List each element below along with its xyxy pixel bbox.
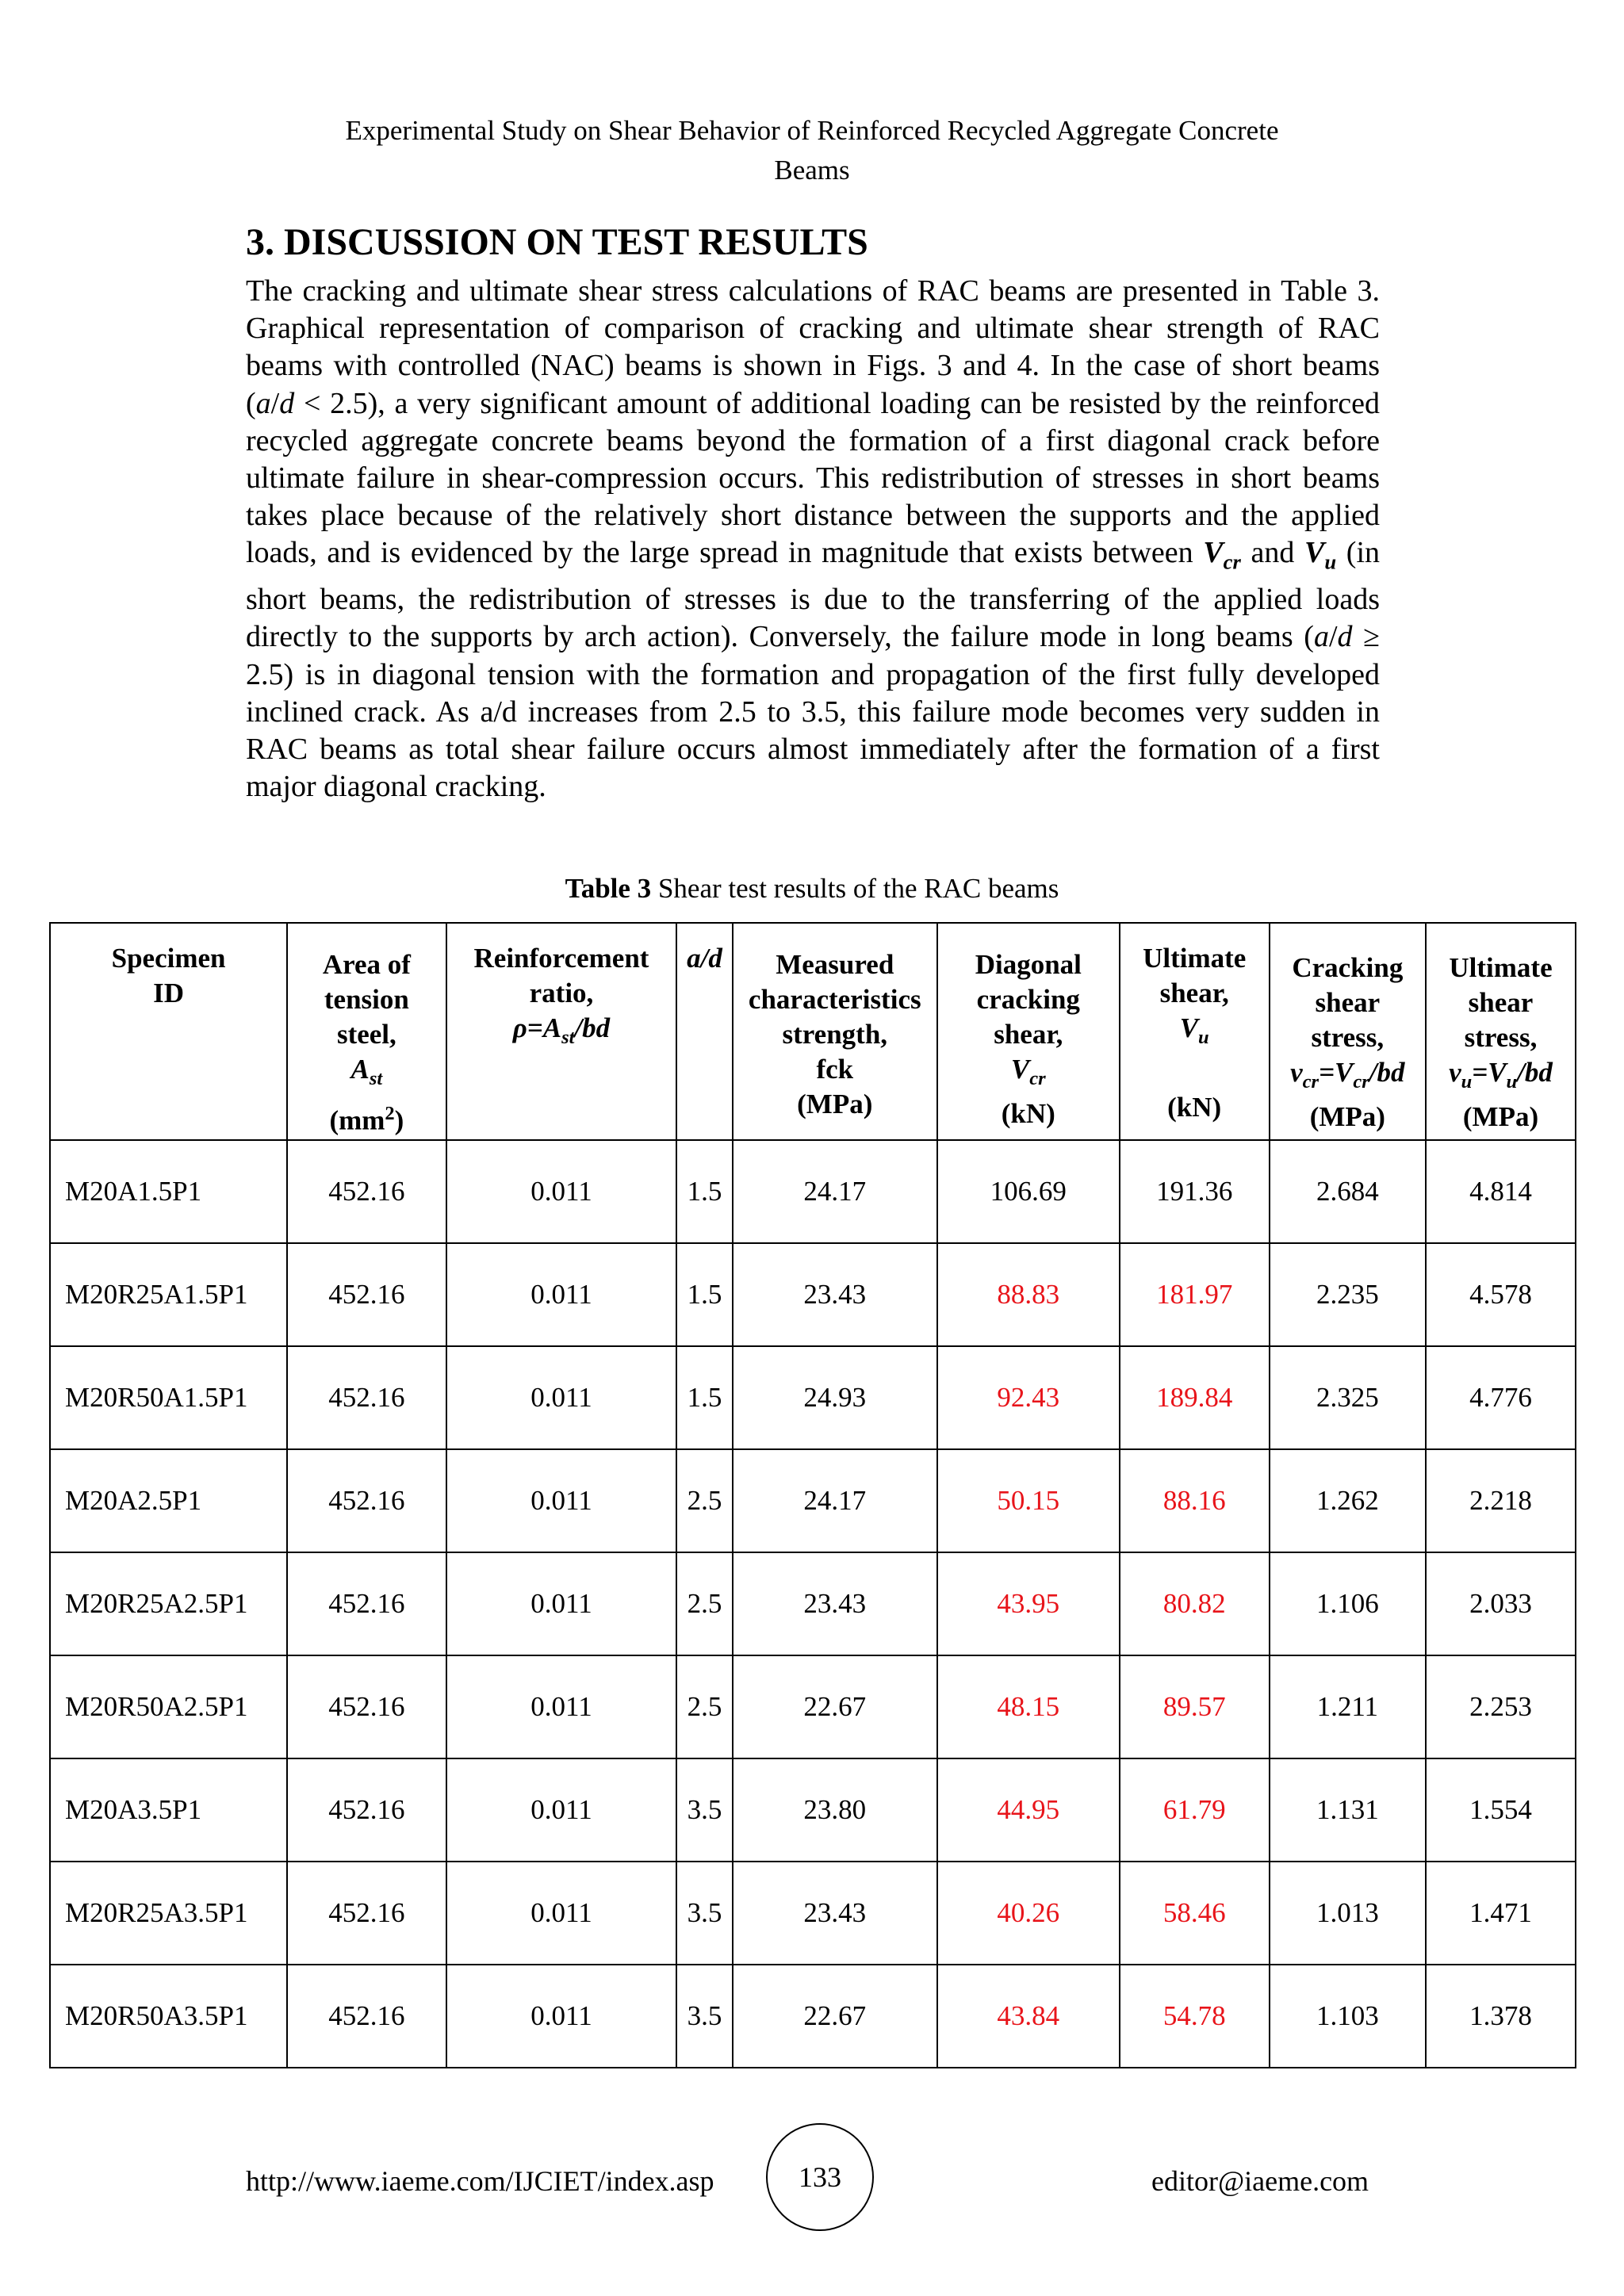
reinforcement-ratio-cell: 0.011 bbox=[446, 1965, 677, 2068]
header-ultimate-shear: Ultimate shear, $V_u$ (kN) bbox=[1120, 923, 1270, 1140]
table-caption bbox=[0, 869, 1624, 909]
specimen-id-cell: M20R50A2.5P1 bbox=[50, 1655, 287, 1758]
specimen-id-cell: M20R50A1.5P1 bbox=[50, 1346, 287, 1449]
fck-cell: 23.43 bbox=[733, 1552, 937, 1655]
header-a-d: a/d bbox=[676, 923, 732, 1140]
cracking-shear-cell: 43.95 bbox=[937, 1552, 1120, 1655]
area-steel-cell: 452.16 bbox=[287, 1243, 446, 1346]
fck-cell: 23.43 bbox=[733, 1243, 937, 1346]
table-header-row bbox=[50, 923, 1576, 1140]
footer-url: http://www.iaeme.com/IJCIET/index.asp bbox=[246, 2165, 714, 2197]
ultimate-shear-cell: 181.97 bbox=[1120, 1243, 1270, 1346]
area-steel-cell: 452.16 bbox=[287, 1552, 446, 1655]
ultimate-stress-cell: 2.253 bbox=[1426, 1655, 1576, 1758]
ultimate-shear-cell: 61.79 bbox=[1120, 1758, 1270, 1862]
table-row bbox=[50, 1862, 1576, 1965]
a-d-ratio-cell: 2.5 bbox=[676, 1449, 732, 1552]
ultimate-stress-cell: 4.776 bbox=[1426, 1346, 1576, 1449]
specimen-id-cell: M20A3.5P1 bbox=[50, 1758, 287, 1862]
area-steel-cell: 452.16 bbox=[287, 1862, 446, 1965]
a-d-ratio-cell: 3.5 bbox=[676, 1862, 732, 1965]
running-head bbox=[0, 111, 1624, 190]
reinforcement-ratio-cell: 0.011 bbox=[446, 1346, 677, 1449]
area-steel-cell: 452.16 bbox=[287, 1965, 446, 2068]
a-d-ratio-cell: 3.5 bbox=[676, 1965, 732, 2068]
table-row bbox=[50, 1655, 1576, 1758]
ad-symbol-slash: / bbox=[1328, 620, 1338, 654]
cracking-shear-cell: 48.15 bbox=[937, 1655, 1120, 1758]
cracking-shear-cell: 106.69 bbox=[937, 1140, 1120, 1243]
a-d-ratio-cell: 1.5 bbox=[676, 1346, 732, 1449]
body-paragraph bbox=[246, 273, 1380, 806]
vcr-symbol: V bbox=[1203, 536, 1224, 570]
ultimate-shear-cell: 54.78 bbox=[1120, 1965, 1270, 2068]
cracking-stress-cell: 1.131 bbox=[1270, 1758, 1426, 1862]
ultimate-stress-cell: 4.814 bbox=[1426, 1140, 1576, 1243]
vcr-subscript: cr bbox=[1223, 550, 1241, 575]
page-number: 133 bbox=[766, 2123, 874, 2231]
ad-symbol-slash: / bbox=[270, 386, 280, 420]
cracking-shear-cell: 43.84 bbox=[937, 1965, 1120, 2068]
header-area-of-tension-steel: Area of tension steel, $A_{st}$ $(mm^2)$ bbox=[287, 923, 446, 1140]
cracking-stress-cell: 1.013 bbox=[1270, 1862, 1426, 1965]
fck-cell: 24.93 bbox=[733, 1346, 937, 1449]
area-steel-cell: 452.16 bbox=[287, 1346, 446, 1449]
ad-symbol-d: d bbox=[279, 386, 295, 420]
table-row bbox=[50, 1552, 1576, 1655]
paragraph-text: and bbox=[1240, 536, 1304, 570]
specimen-id-cell: M20R25A2.5P1 bbox=[50, 1552, 287, 1655]
paragraph-text: < 2.5), a very significant amount of additional loading can be resisted by the reinforced recycled aggregate concrete beams beyond the formation of a first diagonal crack before ultimate failure in shear-compression occurs. This redistribution of stresses in short beams takes place because of the relatively short distance between the supports and the applied loads, and is evidenced by the large spread in magnitude that exists between bbox=[246, 386, 1380, 570]
a-d-ratio-cell: 3.5 bbox=[676, 1758, 732, 1862]
cracking-stress-cell: 1.211 bbox=[1270, 1655, 1426, 1758]
running-head-line-1: Experimental Study on Shear Behavior of Reinforced Recycled Aggregate Concrete bbox=[345, 115, 1279, 146]
header-reinforcement-ratio: Reinforcement ratio, $\rho=A_{st}/bd$ bbox=[446, 923, 677, 1140]
ultimate-shear-cell: 58.46 bbox=[1120, 1862, 1270, 1965]
cracking-shear-cell: 50.15 bbox=[937, 1449, 1120, 1552]
table-body bbox=[50, 1140, 1576, 2068]
ultimate-stress-cell: 2.218 bbox=[1426, 1449, 1576, 1552]
ultimate-stress-cell: 1.378 bbox=[1426, 1965, 1576, 2068]
specimen-id-cell: M20R25A1.5P1 bbox=[50, 1243, 287, 1346]
specimen-id-cell: M20A1.5P1 bbox=[50, 1140, 287, 1243]
running-head-line-2: Beams bbox=[774, 155, 850, 186]
table-row bbox=[50, 1346, 1576, 1449]
header-cracking-shear-stress: Cracking shear stress, $v_{cr}=V_{cr}/bd$ (MPa) bbox=[1270, 923, 1426, 1140]
fck-cell: 23.80 bbox=[733, 1758, 937, 1862]
footer-email: editor@iaeme.com bbox=[1151, 2165, 1369, 2197]
ultimate-stress-cell: 1.471 bbox=[1426, 1862, 1576, 1965]
area-steel-cell: 452.16 bbox=[287, 1449, 446, 1552]
ad-symbol-d: d bbox=[1337, 620, 1353, 654]
table-row bbox=[50, 1243, 1576, 1346]
fck-cell: 22.67 bbox=[733, 1965, 937, 2068]
table-row bbox=[50, 1758, 1576, 1862]
header-ultimate-shear-stress: Ultimate shear stress, $v_u=V_u/bd$ (MPa) bbox=[1426, 923, 1576, 1140]
reinforcement-ratio-cell: 0.011 bbox=[446, 1862, 677, 1965]
ultimate-stress-cell: 4.578 bbox=[1426, 1243, 1576, 1346]
table-caption-label: Table 3 bbox=[565, 873, 652, 904]
specimen-id-cell: M20A2.5P1 bbox=[50, 1449, 287, 1552]
ultimate-shear-cell: 191.36 bbox=[1120, 1140, 1270, 1243]
paragraph-text: The cracking and ultimate shear stress calculations of RAC beams are presented in Table 3. Graphical representation of comparison of cracking and ultimate shear strength of RAC beams with controlled (NAC) beams is shown in Figs. 3 and 4. In the case of short beams ( bbox=[246, 274, 1380, 420]
a-d-ratio-cell: 1.5 bbox=[676, 1140, 732, 1243]
area-steel-cell: 452.16 bbox=[287, 1655, 446, 1758]
table-row bbox=[50, 1965, 1576, 2068]
vu-subscript: u bbox=[1324, 550, 1337, 575]
table-caption-text: Shear test results of the RAC beams bbox=[651, 873, 1059, 904]
cracking-stress-cell: 1.262 bbox=[1270, 1449, 1426, 1552]
cracking-shear-cell: 92.43 bbox=[937, 1346, 1120, 1449]
area-steel-cell: 452.16 bbox=[287, 1758, 446, 1862]
ultimate-stress-cell: 2.033 bbox=[1426, 1552, 1576, 1655]
ultimate-shear-cell: 189.84 bbox=[1120, 1346, 1270, 1449]
reinforcement-ratio-cell: 0.011 bbox=[446, 1140, 677, 1243]
header-specimen-id: Specimen ID bbox=[50, 923, 287, 1140]
specimen-id-cell: M20R50A3.5P1 bbox=[50, 1965, 287, 2068]
header-measured-strength: Measured characteristics strength, fck (MPa) bbox=[733, 923, 937, 1140]
vu-symbol: V bbox=[1304, 536, 1325, 570]
cracking-stress-cell: 2.235 bbox=[1270, 1243, 1426, 1346]
ad-symbol-a: a bbox=[1313, 620, 1329, 654]
table-row bbox=[50, 1449, 1576, 1552]
cracking-stress-cell: 1.106 bbox=[1270, 1552, 1426, 1655]
reinforcement-ratio-cell: 0.011 bbox=[446, 1449, 677, 1552]
fck-cell: 24.17 bbox=[733, 1449, 937, 1552]
a-d-ratio-cell: 1.5 bbox=[676, 1243, 732, 1346]
cracking-stress-cell: 1.103 bbox=[1270, 1965, 1426, 2068]
fck-cell: 24.17 bbox=[733, 1140, 937, 1243]
reinforcement-ratio-cell: 0.011 bbox=[446, 1552, 677, 1655]
ultimate-shear-cell: 80.82 bbox=[1120, 1552, 1270, 1655]
header-diagonal-cracking-shear: Diagonal cracking shear, $V_{cr}$ (kN) bbox=[937, 923, 1120, 1140]
area-steel-cell: 452.16 bbox=[287, 1140, 446, 1243]
reinforcement-ratio-cell: 0.011 bbox=[446, 1655, 677, 1758]
cracking-stress-cell: 2.325 bbox=[1270, 1346, 1426, 1449]
reinforcement-ratio-cell: 0.011 bbox=[446, 1758, 677, 1862]
fck-cell: 22.67 bbox=[733, 1655, 937, 1758]
results-table bbox=[49, 922, 1576, 2068]
ultimate-shear-cell: 89.57 bbox=[1120, 1655, 1270, 1758]
ad-symbol-a: a bbox=[255, 386, 271, 420]
a-d-ratio-cell: 2.5 bbox=[676, 1552, 732, 1655]
paragraph-text: ≥ 2.5) is in diagonal tension with the formation and propagation of the first fully developed inclined crack. As a/d increases from 2.5 to 3.5, this failure mode becomes very sudden in RAC beams as total shear failure occurs almost immediately after the formation of a first major diagonal cracking. bbox=[246, 620, 1380, 804]
paragraph-text: (in short beams, the redistribution of stresses is due to the transferring of the applied loads directly to the supports by arch action). Conversely, the failure mode in long beams ( bbox=[246, 536, 1380, 654]
reinforcement-ratio-cell: 0.011 bbox=[446, 1243, 677, 1346]
cracking-shear-cell: 40.26 bbox=[937, 1862, 1120, 1965]
specimen-id-cell: M20R25A3.5P1 bbox=[50, 1862, 287, 1965]
ultimate-shear-cell: 88.16 bbox=[1120, 1449, 1270, 1552]
ultimate-stress-cell: 1.554 bbox=[1426, 1758, 1576, 1862]
a-d-ratio-cell: 2.5 bbox=[676, 1655, 732, 1758]
table-row bbox=[50, 1140, 1576, 1243]
cracking-stress-cell: 2.684 bbox=[1270, 1140, 1426, 1243]
fck-cell: 23.43 bbox=[733, 1862, 937, 1965]
cracking-shear-cell: 88.83 bbox=[937, 1243, 1120, 1346]
cracking-shear-cell: 44.95 bbox=[937, 1758, 1120, 1862]
section-title: 3. DISCUSSION ON TEST RESULTS bbox=[246, 221, 868, 263]
